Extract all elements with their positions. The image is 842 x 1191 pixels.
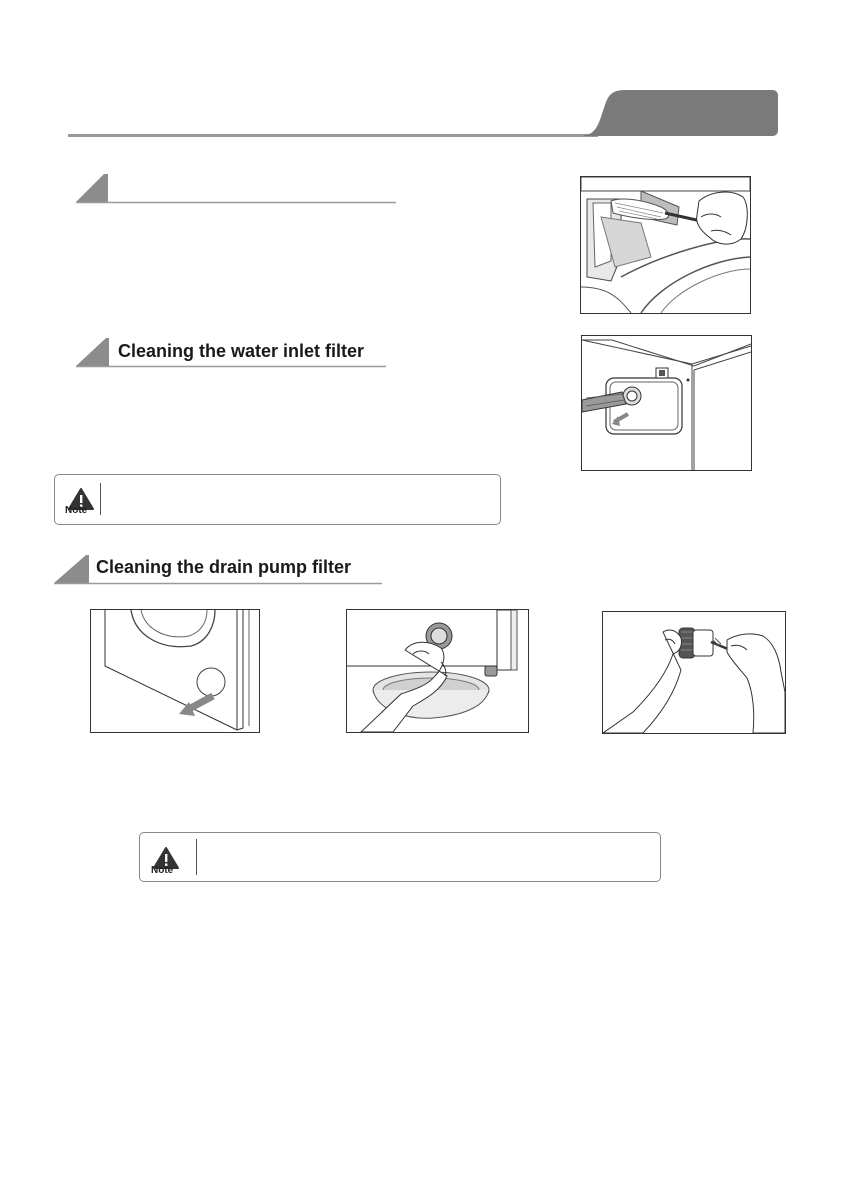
header-tab (584, 88, 778, 138)
note-separator (196, 839, 197, 875)
section-heading-1 (76, 174, 398, 204)
illustration-brush-cleaning (580, 176, 751, 314)
illustration-open-filter-cover (90, 609, 260, 733)
section-title: Cleaning the water inlet filter (118, 341, 365, 361)
note-label: Note (151, 865, 174, 876)
section-heading-2 (76, 338, 388, 368)
section-heading-3 (54, 555, 384, 585)
note-separator (100, 483, 101, 515)
note-box-1 (54, 474, 501, 525)
section-title: Cleaning the drain pump filter (96, 557, 352, 577)
note-box-2 (139, 832, 661, 882)
illustration-drain-water (346, 609, 529, 733)
illustration-clean-filter (602, 611, 786, 734)
note-label: Note (65, 505, 88, 516)
header-rule (68, 134, 598, 137)
illustration-water-inlet-filter (581, 335, 752, 471)
